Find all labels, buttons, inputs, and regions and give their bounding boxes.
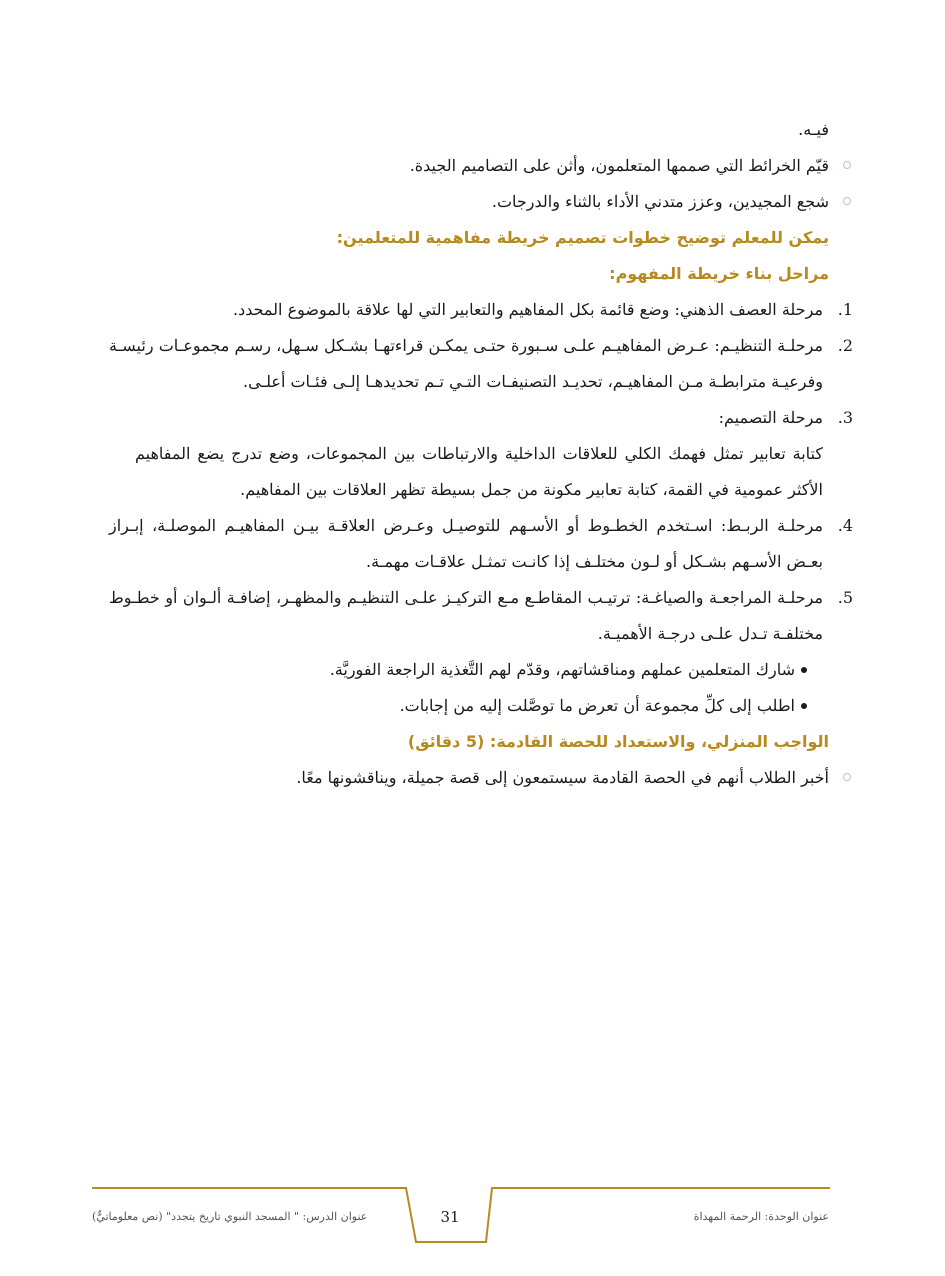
footer-frame [0, 1180, 945, 1276]
item-number: 4. [837, 516, 853, 535]
sub-bullet-text: شارك المتعلمين عملهم ومناقشاتهم، وقدّم لهم التَّغذية الراجعة الفوريَّة. [329, 660, 795, 679]
stage-item-3 [109, 400, 853, 436]
item-number: 2. [837, 336, 853, 355]
page-number: 31 [440, 1208, 460, 1226]
dot-bullet-icon [801, 667, 807, 673]
item-number: 1. [837, 300, 853, 319]
continuation-line: فيـه. [798, 120, 829, 139]
page-content [109, 112, 853, 796]
sub-bullet-present [109, 688, 829, 724]
circle-bullet-icon [843, 197, 851, 205]
stage-text: مرحلة التصميم: [718, 408, 823, 427]
bullet-text: أخبر الطلاب أنهم في الحصة القادمة سيستمعون إلى قصة جميلة، ويناقشونها معًا. [296, 768, 829, 787]
item-number: 3. [837, 408, 853, 427]
stage-item-1 [109, 292, 853, 328]
bullet-text: شجع المجيدين، وعزز متدني الأداء بالثناء والدرجات. [491, 192, 829, 211]
bullet-item-homework [109, 760, 829, 796]
section-heading-steps: يمكن للمعلم توضيح خطوات تصميم خريطة مفاهمية للمتعلمين: [336, 228, 829, 247]
bullet-text: قيّم الخرائط التي صممها المتعلمون، وأثن على التصاميم الجيدة. [409, 156, 829, 175]
stage-item-4 [109, 508, 853, 580]
sub-bullet-share [109, 652, 829, 688]
sub-bullet-text: اطلب إلى كلِّ مجموعة أن تعرض ما توصَّلت إليه من إجابات. [399, 696, 795, 715]
stage-text: مرحلـة الربـط: اسـتخدم الخطـوط أو الأسـهم للتوصيـل وعـرض العلاقـة بيـن المفاهيـم الموصلـة، إبـراز بعـض الأسـهم بشـكل أو لـون مختلـف إذا كانـت تمثـل علاقـات مهمـة. [109, 516, 823, 571]
stage-text: مرحلـة التنظيـم: عـرض المفاهيـم علـى سـبورة حتـى يمكـن قراءتهـا بشـكل سـهل، رسـم مجموعـات رئيسـة وفرعيـة مترابطـة مـن المفاهيـم، تحديـد التصنيفـات التـي تـم تحديدهـا إلـى فئـات أعلـى. [109, 336, 823, 391]
footer-lesson-title: عنوان الدرس: " المسجد النبوي تاريخ يتجدد" (نص معلوماتيٌّ) [92, 1210, 368, 1223]
bullet-item-evaluate [109, 148, 829, 184]
stage-item-5 [109, 580, 853, 652]
stage-text: مرحلة العصف الذهني: وضع قائمة بكل المفاهيم والتعابير التي لها علاقة بالموضوع المحدد. [232, 300, 823, 319]
stage-3-detail: كتابة تعابير تمثل فهمك الكلي للعلاقات الداخلية والارتباطات بين المجموعات، وضع تدرج يضع المفاهيم الأكثر عمومية في القمة، كتابة تعابير مكونة من جمل بسيطة تظهر العلاقات بين المفاهيم. [135, 444, 823, 499]
footer-unit-title: عنوان الوحدة: الرحمة المهداة [693, 1210, 829, 1223]
item-number: 5. [837, 588, 853, 607]
stage-item-2 [109, 328, 853, 400]
bullet-item-encourage [109, 184, 829, 220]
circle-bullet-icon [843, 773, 851, 781]
section-heading-stages: مراحل بناء خريطة المفهوم: [609, 264, 829, 283]
section-heading-homework: الواجب المنزلي، والاستعداد للحصة القادمة: (5 دقائق) [407, 732, 829, 751]
dot-bullet-icon [801, 703, 807, 709]
circle-bullet-icon [843, 161, 851, 169]
stage-text: مرحلـة المراجعـة والصياغـة: ترتيـب المقاطـع مـع التركيـز علـى التنظيـم والمظهـر، إضافـة ألـوان أو خطـوط مختلفـة تـدل علـى درجـة الأهميـة. [109, 588, 823, 643]
